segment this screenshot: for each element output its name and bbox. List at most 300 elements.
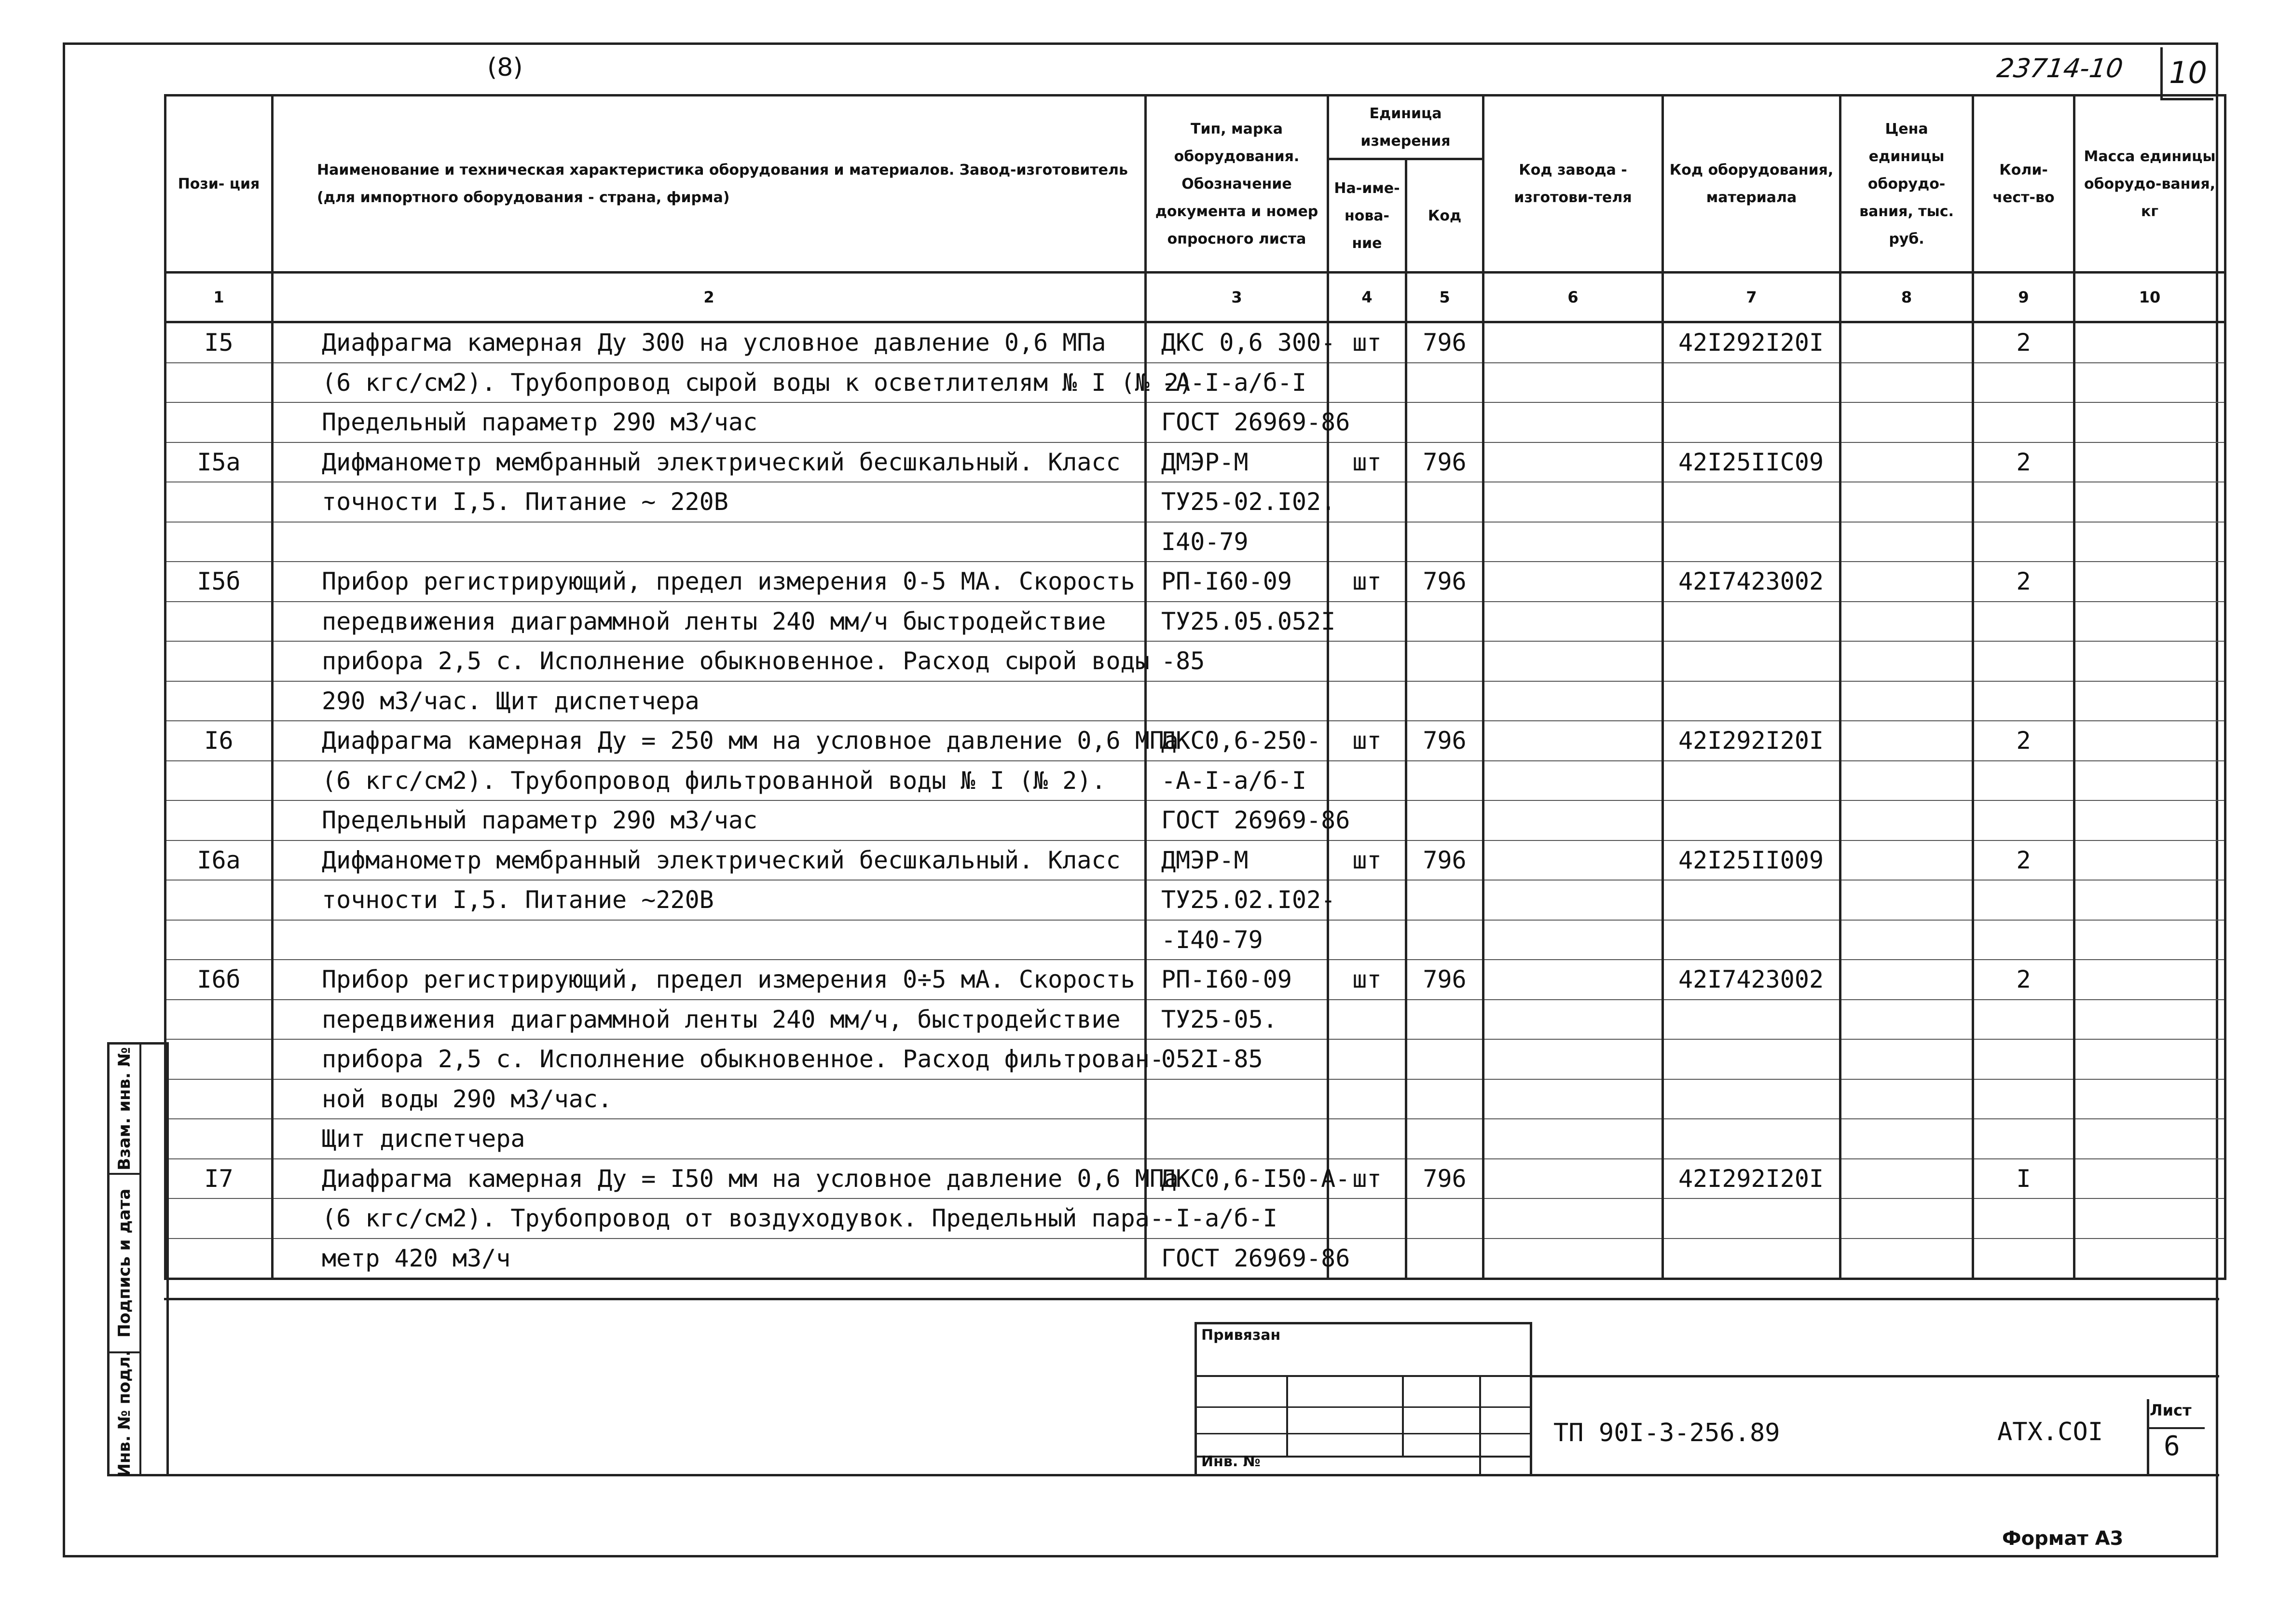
row-description: Предельный параметр 290 м3/час <box>273 402 1146 442</box>
row-type-mark: ТУ25.05.052I <box>1146 602 1328 642</box>
stamp-line <box>1479 1375 1481 1476</box>
row-description: (6 кгс/см2). Трубопровод от воздуходувок. Предельный пара- <box>273 1198 1146 1239</box>
row-quantity <box>1973 1239 2074 1279</box>
row-equipment-code <box>1663 1000 1840 1040</box>
row-type-mark: -85 <box>1146 641 1328 681</box>
row-mass <box>2074 602 2225 642</box>
row-type-mark: 052I-85 <box>1146 1039 1328 1079</box>
row-type-mark: ДКС0,6-250- <box>1146 721 1328 761</box>
original-inventory-cell <box>110 1350 139 1477</box>
row-quantity <box>1973 522 2074 562</box>
column-number: 4 <box>1328 273 1406 322</box>
row-equipment-code <box>1663 681 1840 721</box>
row-equipment-code: 42I7423002 <box>1663 960 1840 1000</box>
header-mass: Масса единицы оборудо-вания, кг <box>2074 96 2225 273</box>
row-quantity <box>1973 402 2074 442</box>
row-price <box>1840 442 1973 482</box>
table-row <box>165 1198 2225 1239</box>
row-equipment-code <box>1663 602 1840 642</box>
row-type-mark: -I40-79 <box>1146 920 1328 960</box>
row-price <box>1840 800 1973 840</box>
row-description: прибора 2,5 с. Исполнение обыкновенное. Расход сырой воды <box>273 641 1146 681</box>
inventory-number-label: Инв. № <box>1201 1453 1261 1470</box>
archive-stamp-number: 23714-10 <box>1995 53 2125 83</box>
row-unit-name <box>1328 363 1406 403</box>
table-row <box>165 1119 2225 1159</box>
row-unit-name: шт <box>1328 562 1406 602</box>
row-factory-code <box>1483 721 1663 761</box>
row-price <box>1840 1198 1973 1239</box>
row-position <box>165 482 273 522</box>
row-description: прибора 2,5 с. Исполнение обыкновенное. Расход фильтрован- <box>273 1039 1146 1079</box>
row-position <box>165 402 273 442</box>
row-position <box>165 1039 273 1079</box>
column-number: 1 <box>165 273 273 322</box>
row-equipment-code <box>1663 920 1840 960</box>
row-mass <box>2074 761 2225 801</box>
header-unit-code: Код <box>1406 159 1483 273</box>
header-type: Тип, марка оборудования. Обозначение документа и номер опросного листа <box>1146 96 1328 273</box>
row-price <box>1840 721 1973 761</box>
row-unit-code: 796 <box>1406 1159 1483 1199</box>
row-price <box>1840 641 1973 681</box>
row-description: метр 420 м3/ч <box>273 1239 1146 1279</box>
table-row <box>165 1159 2225 1199</box>
row-unit-code <box>1406 1079 1483 1119</box>
row-position <box>165 363 273 403</box>
row-type-mark: РП-I60-09 <box>1146 562 1328 602</box>
row-factory-code <box>1483 522 1663 562</box>
row-quantity <box>1973 363 2074 403</box>
table-row <box>165 1239 2225 1279</box>
row-quantity <box>1973 602 2074 642</box>
row-description: Дифманометр мембранный электрический бесшкальный. Класс <box>273 840 1146 881</box>
row-unit-code: 796 <box>1406 562 1483 602</box>
row-type-mark: РП-I60-09 <box>1146 960 1328 1000</box>
row-quantity: 2 <box>1973 562 2074 602</box>
row-price <box>1840 1000 1973 1040</box>
row-mass <box>2074 920 2225 960</box>
row-equipment-code: 42I7423002 <box>1663 562 1840 602</box>
row-unit-code: 796 <box>1406 721 1483 761</box>
row-description <box>273 920 1146 960</box>
table-row <box>165 681 2225 721</box>
row-equipment-code <box>1663 402 1840 442</box>
page-label: (8) <box>487 53 523 82</box>
row-type-mark: I40-79 <box>1146 522 1328 562</box>
table-row <box>165 482 2225 522</box>
row-mass <box>2074 880 2225 920</box>
row-factory-code <box>1483 1239 1663 1279</box>
column-number: 8 <box>1840 273 1973 322</box>
row-factory-code <box>1483 761 1663 801</box>
row-description: ной воды 290 м3/час. <box>273 1079 1146 1119</box>
row-quantity: I <box>1973 1159 2074 1199</box>
row-unit-name <box>1328 482 1406 522</box>
row-type-mark <box>1146 1079 1328 1119</box>
column-number: 9 <box>1973 273 2074 322</box>
row-type-mark: -А-I-а/б-I <box>1146 761 1328 801</box>
row-type-mark: ГОСТ 26969-86 <box>1146 1239 1328 1279</box>
row-quantity <box>1973 641 2074 681</box>
row-unit-code: 796 <box>1406 840 1483 881</box>
row-equipment-code <box>1663 1239 1840 1279</box>
row-quantity <box>1973 800 2074 840</box>
row-factory-code <box>1483 322 1663 363</box>
row-unit-code <box>1406 522 1483 562</box>
table-row <box>165 960 2225 1000</box>
row-price <box>1840 322 1973 363</box>
row-position <box>165 880 273 920</box>
row-type-mark: ТУ25-02.I02. <box>1146 482 1328 522</box>
row-description: передвижения диаграммной ленты 240 мм/ч быстродействие <box>273 602 1146 642</box>
row-unit-code <box>1406 482 1483 522</box>
row-description: точности I,5. Питание ~ 220В <box>273 482 1146 522</box>
row-unit-code <box>1406 641 1483 681</box>
row-position <box>165 800 273 840</box>
row-mass <box>2074 522 2225 562</box>
row-factory-code <box>1483 920 1663 960</box>
replacement-inventory-label: Взам. инв. № <box>115 1047 134 1170</box>
table-row <box>165 880 2225 920</box>
row-description: Дифманометр мембранный электрический бесшкальный. Класс <box>273 442 1146 482</box>
table-row <box>165 1079 2225 1119</box>
row-position: I6 <box>165 721 273 761</box>
row-equipment-code <box>1663 1119 1840 1159</box>
header-position: Пози- ция <box>165 96 273 273</box>
row-mass <box>2074 322 2225 363</box>
row-factory-code <box>1483 562 1663 602</box>
row-unit-code <box>1406 681 1483 721</box>
row-factory-code <box>1483 840 1663 881</box>
row-type-mark: ГОСТ 26969-86 <box>1146 800 1328 840</box>
row-equipment-code <box>1663 482 1840 522</box>
row-quantity <box>1973 1039 2074 1079</box>
row-description: передвижения диаграммной ленты 240 мм/ч, быстродействие <box>273 1000 1146 1040</box>
document-mark: АТХ.COI <box>1997 1418 2103 1446</box>
row-factory-code <box>1483 960 1663 1000</box>
row-quantity: 2 <box>1973 442 2074 482</box>
row-type-mark: ГОСТ 26969-86 <box>1146 402 1328 442</box>
row-unit-code <box>1406 1039 1483 1079</box>
row-quantity <box>1973 920 2074 960</box>
row-price <box>1840 1039 1973 1079</box>
header-quantity: Коли-чест-во <box>1973 96 2074 273</box>
table-row <box>165 602 2225 642</box>
row-description: точности I,5. Питание ~220В <box>273 880 1146 920</box>
row-factory-code <box>1483 402 1663 442</box>
sheet-box-divider <box>2149 1427 2205 1429</box>
row-unit-name <box>1328 1000 1406 1040</box>
row-price <box>1840 960 1973 1000</box>
row-unit-code <box>1406 1000 1483 1040</box>
row-price <box>1840 840 1973 881</box>
row-quantity <box>1973 1119 2074 1159</box>
table-row <box>165 840 2225 881</box>
row-factory-code <box>1483 363 1663 403</box>
row-mass <box>2074 1039 2225 1079</box>
row-position <box>165 1198 273 1239</box>
table-row <box>165 562 2225 602</box>
row-unit-name <box>1328 1198 1406 1239</box>
sheet-page-number: 6 <box>2164 1431 2180 1462</box>
row-factory-code <box>1483 880 1663 920</box>
row-factory-code <box>1483 641 1663 681</box>
row-unit-name: шт <box>1328 322 1406 363</box>
row-type-mark: ТУ25.02.I02- <box>1146 880 1328 920</box>
header-unit: Единица измерения <box>1328 96 1483 159</box>
row-factory-code <box>1483 482 1663 522</box>
row-position <box>165 602 273 642</box>
sheet-label: Лист <box>2150 1401 2192 1419</box>
row-unit-code <box>1406 880 1483 920</box>
row-equipment-code: 42I292I20I <box>1663 721 1840 761</box>
row-type-mark: ДКС0,6-I50-А- <box>1146 1159 1328 1199</box>
row-mass <box>2074 442 2225 482</box>
row-position: I6б <box>165 960 273 1000</box>
row-quantity: 2 <box>1973 960 2074 1000</box>
column-number: 5 <box>1406 273 1483 322</box>
row-position <box>165 681 273 721</box>
table-row <box>165 1000 2225 1040</box>
row-position: I6а <box>165 840 273 881</box>
row-price <box>1840 522 1973 562</box>
row-unit-name: шт <box>1328 721 1406 761</box>
row-unit-name <box>1328 1079 1406 1119</box>
row-type-mark <box>1146 681 1328 721</box>
row-price <box>1840 681 1973 721</box>
row-description: Диафрагма камерная Ду 300 на условное давление 0,6 МПа <box>273 322 1146 363</box>
row-mass <box>2074 840 2225 881</box>
row-type-mark <box>1146 1119 1328 1159</box>
row-factory-code <box>1483 1119 1663 1159</box>
specification-table <box>164 94 2226 1280</box>
header-equipment-code: Код оборудования, материала <box>1663 96 1840 273</box>
row-position <box>165 761 273 801</box>
row-unit-name <box>1328 761 1406 801</box>
row-type-mark: ДМЭР-М <box>1146 840 1328 881</box>
original-inventory-label: Инв. № подл. <box>115 1350 134 1477</box>
row-mass <box>2074 1159 2225 1199</box>
row-description <box>273 522 1146 562</box>
row-position <box>165 1119 273 1159</box>
row-price <box>1840 482 1973 522</box>
signature-date-label: Подпись и дата <box>115 1188 134 1338</box>
row-type-mark: ДМЭР-М <box>1146 442 1328 482</box>
row-quantity <box>1973 681 2074 721</box>
column-number: 7 <box>1663 273 1840 322</box>
row-factory-code <box>1483 681 1663 721</box>
row-equipment-code <box>1663 363 1840 403</box>
row-mass <box>2074 402 2225 442</box>
row-factory-code <box>1483 800 1663 840</box>
row-quantity <box>1973 482 2074 522</box>
row-equipment-code <box>1663 1198 1840 1239</box>
column-number: 10 <box>2074 273 2225 322</box>
row-unit-name <box>1328 641 1406 681</box>
column-number-row <box>165 273 2225 322</box>
header-factory-code: Код завода - изготови-теля <box>1483 96 1663 273</box>
row-unit-code <box>1406 761 1483 801</box>
row-type-mark: -I-а/б-I <box>1146 1198 1328 1239</box>
row-mass <box>2074 1000 2225 1040</box>
row-unit-code: 796 <box>1406 960 1483 1000</box>
row-equipment-code: 42I25II009 <box>1663 840 1840 881</box>
row-unit-code <box>1406 800 1483 840</box>
row-factory-code <box>1483 1039 1663 1079</box>
row-position <box>165 1239 273 1279</box>
row-factory-code <box>1483 1079 1663 1119</box>
row-mass <box>2074 641 2225 681</box>
row-mass <box>2074 1239 2225 1279</box>
row-equipment-code <box>1663 761 1840 801</box>
row-unit-code: 796 <box>1406 442 1483 482</box>
row-unit-code: 796 <box>1406 322 1483 363</box>
row-price <box>1840 920 1973 960</box>
row-equipment-code: 42I25IIC09 <box>1663 442 1840 482</box>
row-unit-name <box>1328 681 1406 721</box>
row-mass <box>2074 1119 2225 1159</box>
row-quantity <box>1973 1198 2074 1239</box>
header-unit-name: На-име-нова-ние <box>1328 159 1406 273</box>
row-quantity <box>1973 761 2074 801</box>
header-price: Цена единицы оборудо-вания, тыс. руб. <box>1840 96 1973 273</box>
replacement-inventory-cell <box>110 1045 139 1175</box>
row-price <box>1840 1079 1973 1119</box>
row-position <box>165 1079 273 1119</box>
row-position <box>165 1000 273 1040</box>
table-row <box>165 1039 2225 1079</box>
row-equipment-code <box>1663 880 1840 920</box>
stamp-line <box>1402 1375 1404 1456</box>
row-unit-name: шт <box>1328 1159 1406 1199</box>
table-row <box>165 641 2225 681</box>
row-price <box>1840 602 1973 642</box>
row-description: Диафрагма камерная Ду = 250 мм на условное давление 0,6 МПа <box>273 721 1146 761</box>
row-mass <box>2074 363 2225 403</box>
table-row <box>165 322 2225 363</box>
table-row <box>165 522 2225 562</box>
row-position: I7 <box>165 1159 273 1199</box>
row-unit-code <box>1406 363 1483 403</box>
row-factory-code <box>1483 602 1663 642</box>
row-position: I5б <box>165 562 273 602</box>
table-row <box>165 721 2225 761</box>
row-price <box>1840 761 1973 801</box>
row-position <box>165 641 273 681</box>
row-equipment-code <box>1663 522 1840 562</box>
table-row <box>165 920 2225 960</box>
row-mass <box>2074 800 2225 840</box>
side-stamp-divider <box>139 1045 141 1474</box>
binding-stamp-title: Привязан <box>1201 1327 1281 1344</box>
column-number: 6 <box>1483 273 1663 322</box>
row-equipment-code <box>1663 1039 1840 1079</box>
row-unit-name: шт <box>1328 960 1406 1000</box>
row-mass <box>2074 1198 2225 1239</box>
row-position <box>165 920 273 960</box>
header-name: Наименование и техническая характеристика оборудования и материалов. Завод-изготовитель (для импортного оборудования - страна, фирма) <box>273 96 1146 273</box>
table-row <box>165 761 2225 801</box>
row-factory-code <box>1483 442 1663 482</box>
table-row <box>165 442 2225 482</box>
row-price <box>1840 402 1973 442</box>
row-unit-code <box>1406 1198 1483 1239</box>
row-equipment-code: 42I292I20I <box>1663 1159 1840 1199</box>
row-price <box>1840 562 1973 602</box>
row-mass <box>2074 482 2225 522</box>
signature-date-cell <box>110 1175 139 1353</box>
row-description: 290 м3/час. Щит диспетчера <box>273 681 1146 721</box>
row-mass <box>2074 681 2225 721</box>
row-unit-name <box>1328 602 1406 642</box>
row-equipment-code <box>1663 1079 1840 1119</box>
document-code: ТП 90I-3-256.89 <box>1553 1418 1780 1447</box>
row-quantity <box>1973 1000 2074 1040</box>
row-equipment-code <box>1663 800 1840 840</box>
row-type-mark: -А-I-а/б-I <box>1146 363 1328 403</box>
row-price <box>1840 880 1973 920</box>
row-mass <box>2074 721 2225 761</box>
format-label: Формат А3 <box>2002 1528 2124 1550</box>
row-type-mark: ДКС 0,6 300- <box>1146 322 1328 363</box>
row-unit-name <box>1328 880 1406 920</box>
row-mass <box>2074 960 2225 1000</box>
row-factory-code <box>1483 1198 1663 1239</box>
row-quantity: 2 <box>1973 322 2074 363</box>
row-unit-name: шт <box>1328 442 1406 482</box>
row-unit-name <box>1328 1119 1406 1159</box>
row-description: Прибор регистрирующий, предел измерения 0-5 МА. Скорость <box>273 562 1146 602</box>
sheet-number: 10 <box>2160 47 2213 100</box>
row-description: Предельный параметр 290 м3/час <box>273 800 1146 840</box>
row-mass <box>2074 1079 2225 1119</box>
row-unit-code <box>1406 602 1483 642</box>
row-type-mark: ТУ25-05. <box>1146 1000 1328 1040</box>
row-unit-code <box>1406 402 1483 442</box>
row-equipment-code <box>1663 641 1840 681</box>
row-price <box>1840 1119 1973 1159</box>
row-position <box>165 522 273 562</box>
row-price <box>1840 1159 1973 1199</box>
row-price <box>1840 1239 1973 1279</box>
row-description: Прибор регистрирующий, предел измерения 0÷5 мА. Скорость <box>273 960 1146 1000</box>
row-price <box>1840 363 1973 403</box>
row-position: I5а <box>165 442 273 482</box>
table-row <box>165 402 2225 442</box>
side-stamp <box>107 1042 169 1476</box>
table-row <box>165 800 2225 840</box>
row-unit-name <box>1328 522 1406 562</box>
row-unit-code <box>1406 920 1483 960</box>
table-row <box>165 363 2225 403</box>
row-unit-name <box>1328 920 1406 960</box>
row-description: (6 кгс/см2). Трубопровод сырой воды к осветлителям № I (№ 2) <box>273 363 1146 403</box>
column-number: 2 <box>273 273 1146 322</box>
row-quantity <box>1973 1079 2074 1119</box>
stamp-line <box>1286 1375 1288 1456</box>
row-quantity: 2 <box>1973 721 2074 761</box>
row-description: Щит диспетчера <box>273 1119 1146 1159</box>
row-quantity <box>1973 880 2074 920</box>
row-factory-code <box>1483 1159 1663 1199</box>
row-quantity: 2 <box>1973 840 2074 881</box>
row-equipment-code: 42I292I20I <box>1663 322 1840 363</box>
row-description: (6 кгс/см2). Трубопровод фильтрованной воды № I (№ 2). <box>273 761 1146 801</box>
row-mass <box>2074 562 2225 602</box>
row-factory-code <box>1483 1000 1663 1040</box>
row-unit-code <box>1406 1239 1483 1279</box>
